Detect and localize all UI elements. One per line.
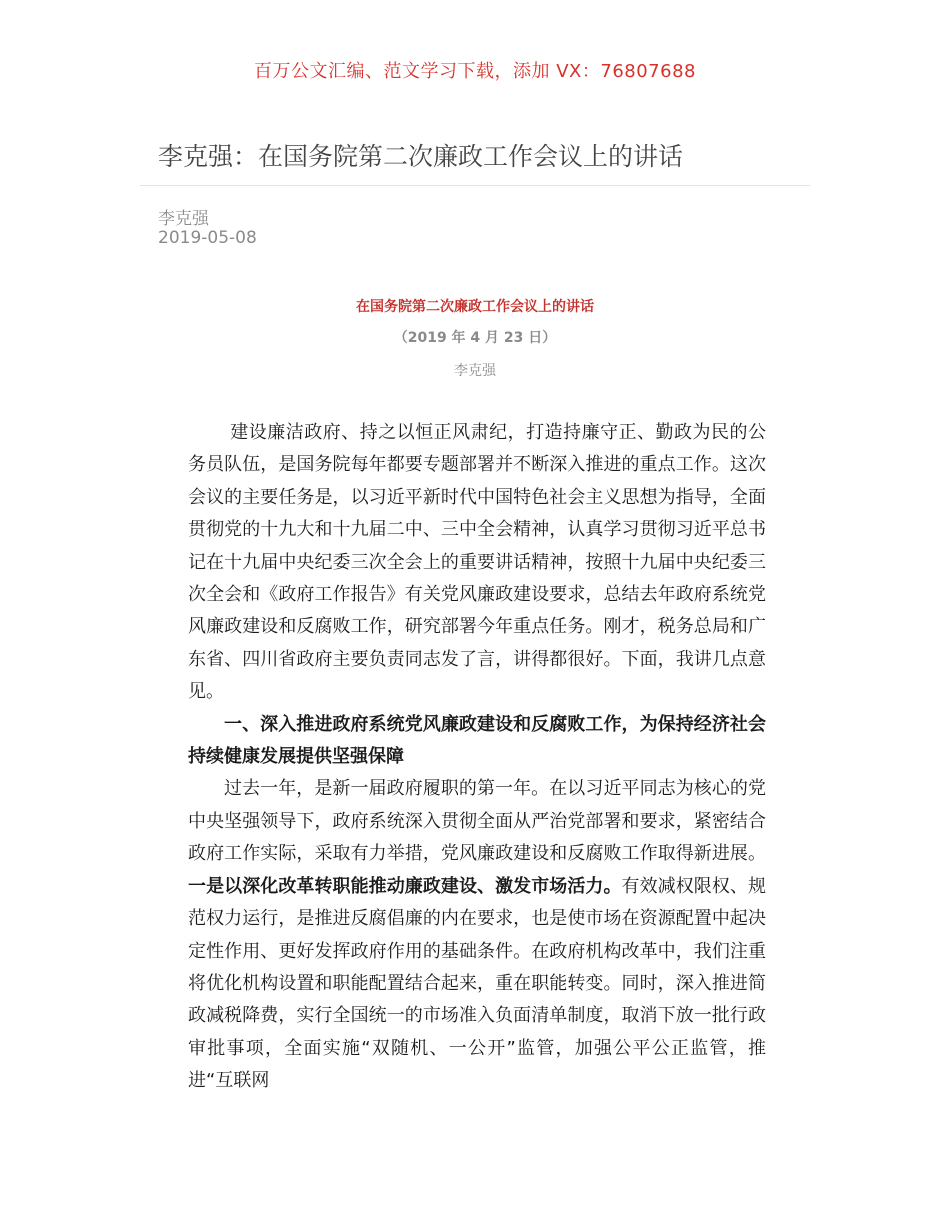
body-paragraph [188, 773, 766, 1097]
title-divider [140, 185, 810, 186]
document-body [188, 417, 766, 1098]
page-title: 李克强：在国务院第二次廉政工作会议上的讲话 [158, 142, 684, 171]
body-paragraph: 建设廉洁政府、持之以恒正风肃纪，打造持廉守正、勤政为民的公务员队伍，是国务院每年都要专题部署并不断深入推进的重点工作。这次会议的主要任务是，以习近平新时代中国特色社会主义思想为指导，全面贯彻党的十九大和十九届二中、三中全会精神，认真学习贯彻习近平总书记在十九届中央纪委三次全会上的重要讲话精神，按照十九届中央纪委三次全会和《政府工作报告》有关党风廉政建设要求，总结去年政府系统党风廉政建设和反腐败工作，研究部署今年重点任务。刚才，税务总局和广东省、四川省政府主要负责同志发了言，讲得都很好。下面，我讲几点意见。 [188, 422, 766, 703]
paragraph-text: 过去一年，是新一届政府履职的第一年。在以习近平同志为核心的党中央坚强领导下，政府系统深入贯彻全面从严治党部署和要求，紧密结合政府工作实际，采取有力举措，党风廉政建设和反腐败工作取得新进展。 [188, 778, 766, 865]
article-author: 李克强 [158, 209, 209, 229]
paragraph-emphasis: 一是以深化改革转职能推动廉政建设、激发市场活力。 [188, 875, 622, 897]
paragraph-text: 有效减权限权、规范权力运行，是推进反腐倡廉的内在要求，也是使市场在资源配置中起决定性作用、更好发挥政府作用的基础条件。在政府机构改革中，我们注重将优化机构设置和职能配置结合起来，重在职能转变。同时，深入推进简政减税降费，实行全国统一的市场准入负面清单制度，取消下放一批行政审批事项，全面实施“双随机、一公开”监管，加强公平公正监管，推进“互联网 [188, 875, 766, 1092]
document-speaker: 李克强 [454, 363, 496, 379]
document-date: （2019 年 4 月 23 日） [393, 330, 557, 346]
promo-banner: 百万公文汇编、范文学习下载，添加 VX：76807688 [254, 61, 696, 82]
section-heading: 一、深入推进政府系统党风廉政建设和反腐败工作，为保持经济社会持续健康发展提供坚强保障 [188, 713, 766, 768]
article-date: 2019-05-08 [158, 228, 257, 248]
document-title: 在国务院第二次廉政工作会议上的讲话 [356, 299, 594, 315]
